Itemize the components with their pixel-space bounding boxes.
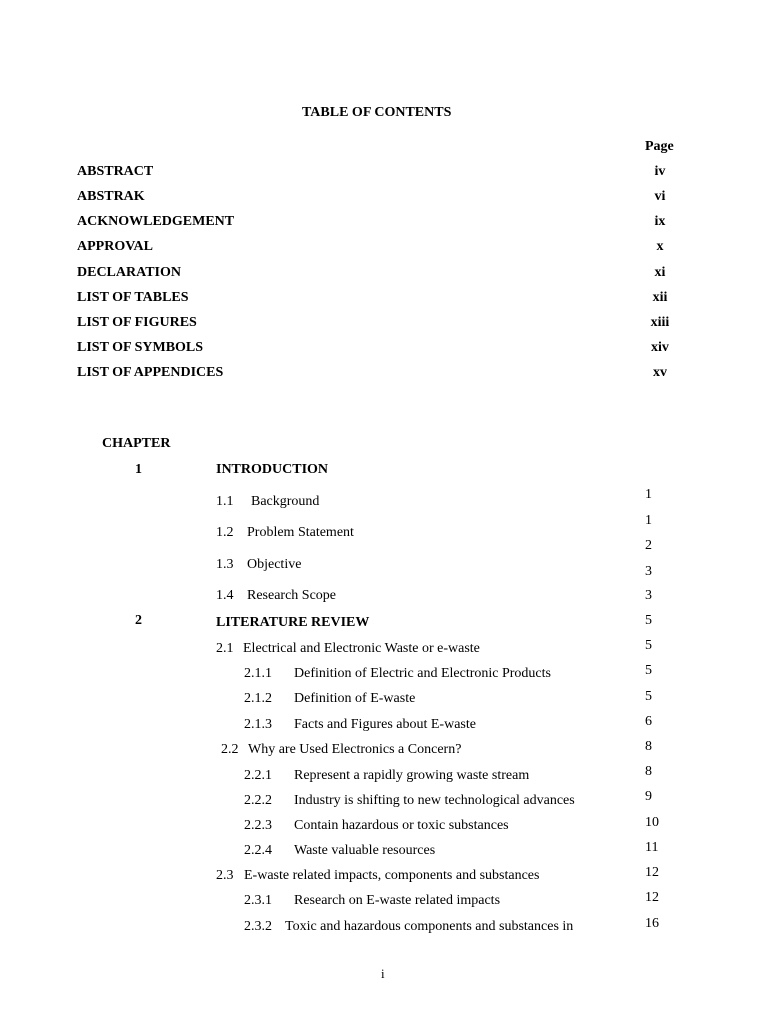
front-matter-page: xv xyxy=(653,365,667,380)
chapter-number: 2 xyxy=(135,613,142,628)
page-number: 2 xyxy=(645,538,652,553)
section-number: 2.3 xyxy=(216,868,234,883)
page-number: 5 xyxy=(645,638,652,653)
section-title: Objective xyxy=(247,557,302,572)
subsection-number: 2.2.1 xyxy=(244,768,272,783)
toc-title: TABLE OF CONTENTS xyxy=(302,105,452,120)
page-number: 3 xyxy=(645,564,652,579)
front-matter-page: vi xyxy=(654,189,666,204)
section-number: 2.2 xyxy=(221,742,239,757)
page-column-header: Page xyxy=(645,139,674,154)
page-number: 1 xyxy=(645,487,652,502)
page-number: 1 xyxy=(645,513,652,528)
page-number: 5 xyxy=(645,613,652,628)
page-number: 12 xyxy=(645,865,659,880)
front-matter-page: xii xyxy=(652,290,668,305)
subsection-title: Waste valuable resources xyxy=(294,843,436,858)
subsection-title: Toxic and hazardous components and substances in xyxy=(285,919,574,934)
front-matter-page: xiv xyxy=(651,340,669,355)
subsection-title: Industry is shifting to new technological advances xyxy=(294,793,575,808)
subsection-title: Definition of Electric and Electronic Products xyxy=(294,666,551,681)
front-matter-page: ix xyxy=(654,214,666,229)
subsection-title: Contain hazardous or toxic substances xyxy=(294,818,509,833)
section-title: Why are Used Electronics a Concern? xyxy=(248,742,462,757)
subsection-title: Represent a rapidly growing waste stream xyxy=(294,768,530,783)
front-matter-label: LIST OF APPENDICES xyxy=(77,365,224,380)
subsection-number: 2.3.2 xyxy=(244,919,272,934)
section-title: Electrical and Electronic Waste or e-waste xyxy=(243,641,480,656)
subsection-title: Facts and Figures about E-waste xyxy=(294,717,476,732)
subsection-number: 2.2.4 xyxy=(244,843,272,858)
section-title: Research Scope xyxy=(247,588,337,603)
page-number: 10 xyxy=(645,815,659,830)
section-title: Problem Statement xyxy=(247,525,354,540)
page-number: 9 xyxy=(645,789,652,804)
section-number: 1.3 xyxy=(216,557,234,572)
subsection-title: Research on E-waste related impacts xyxy=(294,893,501,908)
front-matter-page: x xyxy=(656,239,664,254)
page-number: 5 xyxy=(645,689,652,704)
footer-page-number: i xyxy=(381,966,385,981)
front-matter-label: ABSTRACT xyxy=(77,164,154,179)
subsection-number: 2.1.2 xyxy=(244,691,272,706)
chapter-number: 1 xyxy=(135,462,142,477)
subsection-title: Definition of E-waste xyxy=(294,691,416,706)
section-title: Background xyxy=(251,494,320,509)
chapter-column-header: CHAPTER xyxy=(102,436,171,451)
page-number: 8 xyxy=(645,739,652,754)
section-number: 1.2 xyxy=(216,525,234,540)
subsection-number: 2.3.1 xyxy=(244,893,272,908)
chapter-title: INTRODUCTION xyxy=(216,462,329,477)
page-number: 3 xyxy=(645,588,652,603)
page-number: 12 xyxy=(645,890,659,905)
front-matter-label: ACKNOWLEDGEMENT xyxy=(77,214,235,229)
section-number: 1.1 xyxy=(216,494,234,509)
subsection-number: 2.1.3 xyxy=(244,717,272,732)
section-title: E-waste related impacts, components and substances xyxy=(244,868,540,883)
front-matter-page: xiii xyxy=(650,315,670,330)
subsection-number: 2.2.2 xyxy=(244,793,272,808)
chapter-title: LITERATURE REVIEW xyxy=(216,615,370,630)
page-number: 8 xyxy=(645,764,652,779)
front-matter-label: LIST OF SYMBOLS xyxy=(77,340,204,355)
front-matter-label: ABSTRAK xyxy=(77,189,145,204)
section-number: 1.4 xyxy=(216,588,234,603)
subsection-number: 2.1.1 xyxy=(244,666,272,681)
front-matter-page: iv xyxy=(654,164,666,179)
front-matter-label: DECLARATION xyxy=(77,265,181,280)
subsection-number: 2.2.3 xyxy=(244,818,272,833)
page-number: 6 xyxy=(645,714,652,729)
front-matter-page: xi xyxy=(654,265,666,280)
page-number: 11 xyxy=(645,840,659,855)
section-number: 2.1 xyxy=(216,641,234,656)
page-number: 5 xyxy=(645,663,652,678)
front-matter-label: APPROVAL xyxy=(77,239,153,254)
front-matter-label: LIST OF FIGURES xyxy=(77,315,197,330)
page-number: 16 xyxy=(645,916,659,931)
front-matter-label: LIST OF TABLES xyxy=(77,290,189,305)
